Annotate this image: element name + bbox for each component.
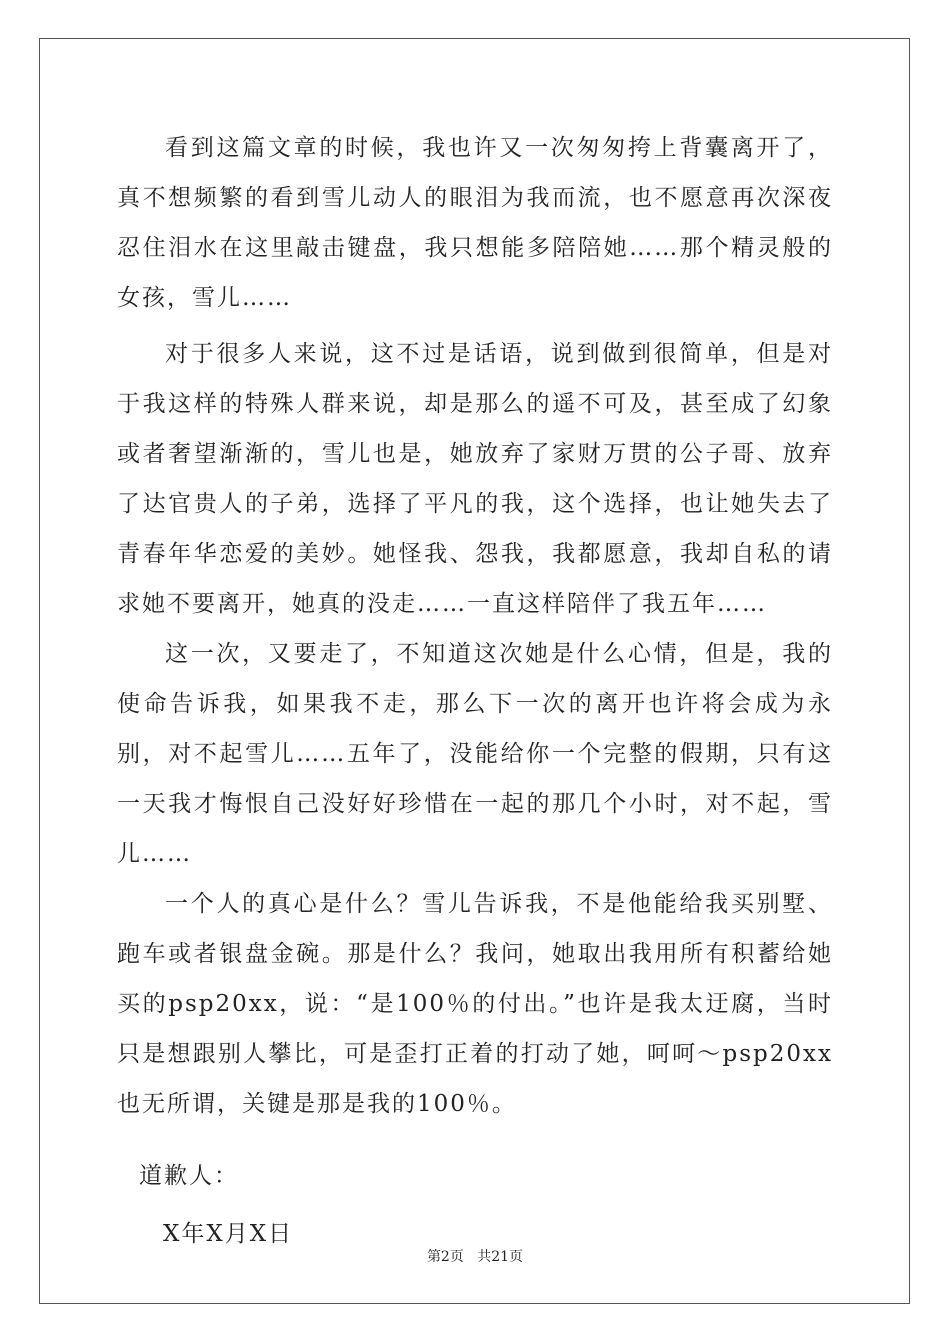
signature-line: 道歉人： xyxy=(139,1163,239,1189)
paragraph-4 xyxy=(117,879,833,1129)
document-body xyxy=(117,123,833,1259)
page-footer xyxy=(0,1246,950,1266)
date-line: X年X月X日 xyxy=(163,1221,294,1247)
paragraph-3 xyxy=(117,629,833,879)
paragraph-1 xyxy=(117,123,833,323)
paragraph-text: 看到这篇文章的时候，我也许又一次匆匆挎上背囊离开了，真不想频繁的看到雪儿动人的眼泪为我而流，也不愿意再次深夜忍住泪水在这里敲击键盘，我只想能多陪陪她……那个精灵般的女孩，雪儿…… xyxy=(117,135,833,311)
paragraph-text: 一个人的真心是什么？雪儿告诉我，不是他能给我买别墅、跑车或者银盘金碗。那是什么？我问，她取出我用所有积蓄给她买的psp20xx，说：“是100％的付出。”也许是我太迂腐，当时只是想跟别人攀比，可是歪打正着的打动了她，呵呵～psp20xx也无所谓，关键是那是我的100％。 xyxy=(117,891,833,1117)
paragraph-2 xyxy=(117,329,833,629)
paragraph-text: 对于很多人来说，这不过是话语，说到做到很简单，但是对于我这样的特殊人群来说，却是那么的遥不可及，甚至成了幻象或者奢望渐渐的，雪儿也是，她放弃了家财万贯的公子哥、放弃了达官贵人的子弟，选择了平凡的我，这个选择，也让她失去了青春年华恋爱的美妙。她怪我、怨我，我都愿意，我却自私的请求她不要离开，她真的没走……一直这样陪伴了我五年…… xyxy=(117,341,833,617)
paragraph-text: 这一次，又要走了，不知道这次她是什么心情，但是，我的使命告诉我，如果我不走，那么下一次的离开也许将会成为永别，对不起雪儿……五年了，没能给你一个完整的假期，只有这一天我才悔恨自己没好好珍惜在一起的那几个小时，对不起，雪儿…… xyxy=(117,641,833,867)
page-number: 第2页 xyxy=(426,1249,464,1265)
page-total: 共21页 xyxy=(477,1249,524,1265)
